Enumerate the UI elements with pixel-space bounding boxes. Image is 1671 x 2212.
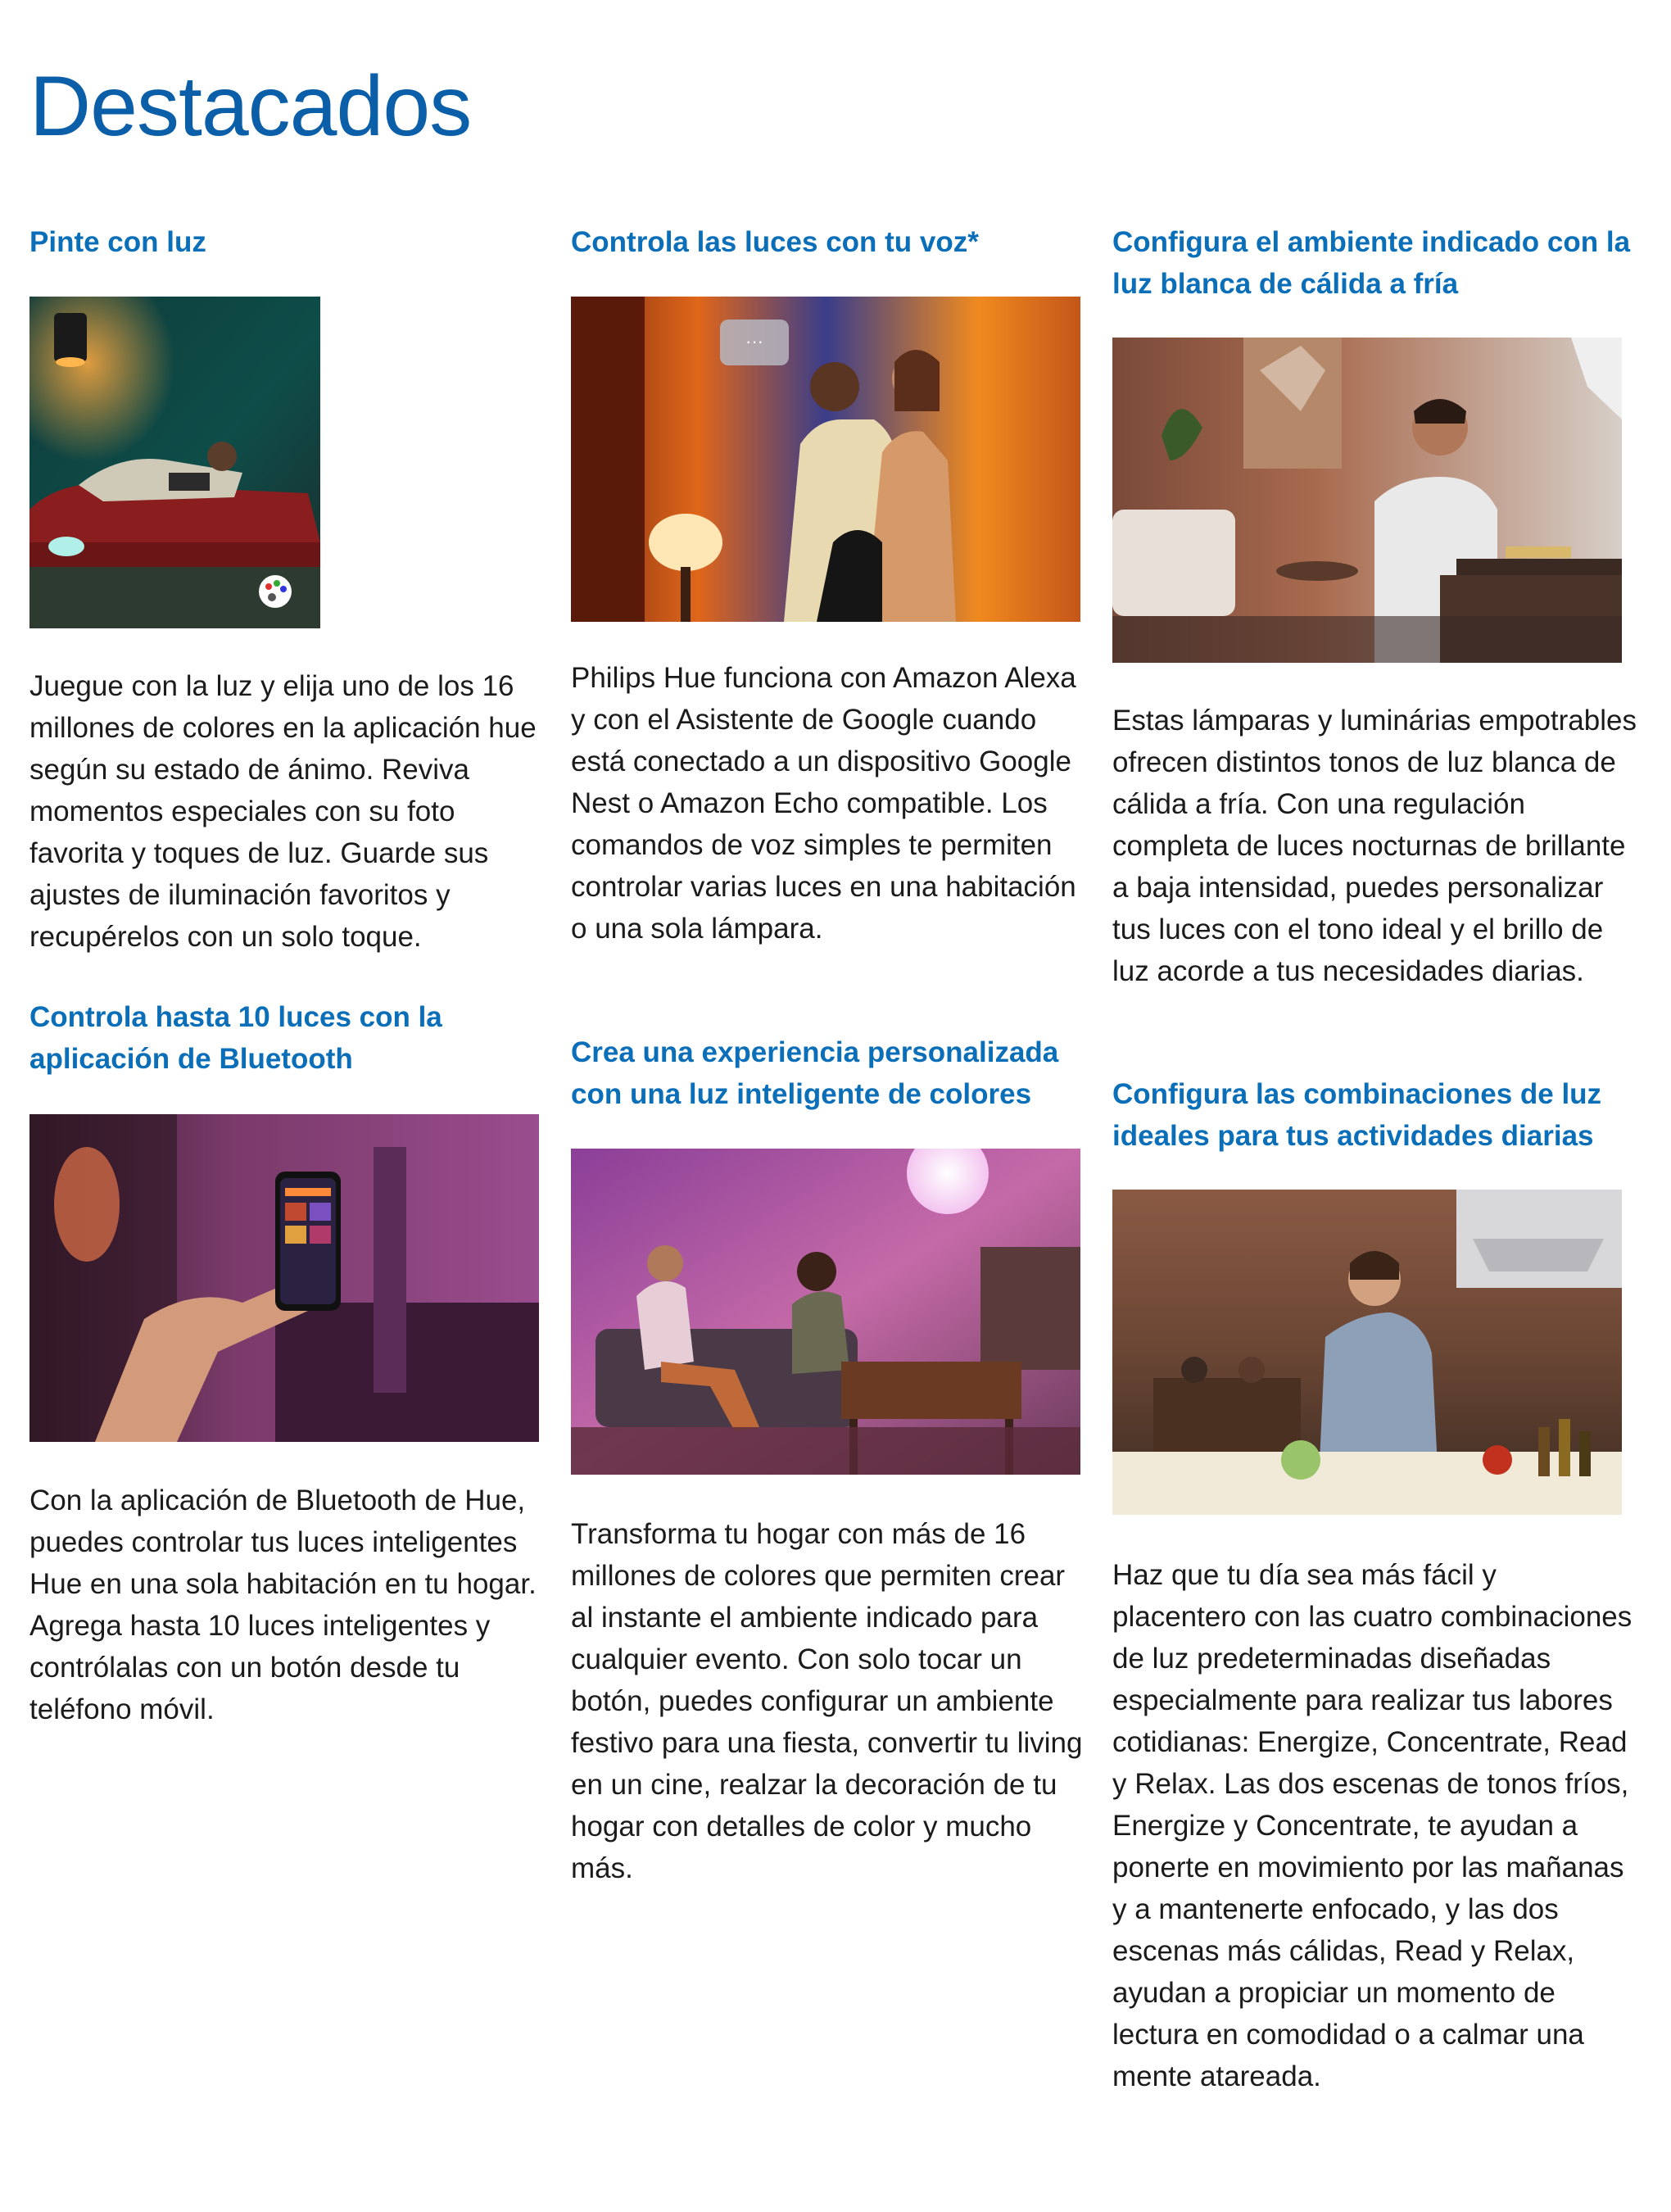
section-title-luz-blanca: Configura el ambiente indicado con la luz blanca de cálida a fría	[1112, 226, 1631, 300]
photo-hand-with-phone	[29, 1114, 539, 1442]
photo-couple-entering	[571, 297, 1080, 622]
speech-bubble-icon: ···	[745, 331, 763, 351]
section-body-luz-blanca: Estas lámparas y luminárias empotrables ofrecen distintos tonos de luz blanca de cálida a fría. Con una regulación completa de luces nocturnas de brillante a baja intensidad, puedes personalizar tus luces con el tono ideal y el brillo de luz acorde a tus necesidades diarias.	[1112, 705, 1637, 987]
section-body-experiencia-colores: Transforma tu hogar con más de 16 millones de colores que permiten crear al instante el ambiente indicado para cualquier evento. Con solo tocar un botón, puedes configurar un ambiente festivo para una fiesta, convertir tu living en un cine, realzar la decoración de tu hogar con detalles de color y mucho más.	[571, 1518, 1083, 1884]
section-body-combinaciones: Haz que tu día sea más fácil y placentero con las cuatro combinaciones de luz predeterminadas diseñadas especialmente para realizar tus labores cotidianas: Energize, Concentrate, Read y Relax. Las dos escenas de tonos fríos, Energize y Concentrate, te ayudan a ponerte en movimiento por las mañanas y a mantenerte enfocado, y las dos escenas más cálidas, Read y Relax, ayudan a propiciar un momento de lectura en comodidad o a calmar una mente atareada.	[1112, 1559, 1633, 2092]
palette-icon	[259, 575, 292, 608]
section-title-voz: Controla las luces con tu voz*	[571, 226, 979, 258]
photo-women-on-sofa	[571, 1149, 1080, 1475]
section-title-experiencia-colores: Crea una experiencia personalizada con una luz inteligente de colores	[571, 1036, 1059, 1110]
section-body-voz: Philips Hue funciona con Amazon Alexa y con el Asistente de Google cuando está conectado a un dispositivo Google Nest o Amazon Echo compatible. Los comandos de voz simples te permiten controlar varias luces en una habitación o una sola lámpara.	[571, 662, 1076, 945]
photo-man-at-table	[1112, 338, 1622, 663]
photo-woman-cooking	[1112, 1190, 1622, 1515]
photo-man-on-sofa	[29, 297, 320, 628]
section-title-bluetooth: Controla hasta 10 luces con la aplicación de Bluetooth	[29, 1001, 442, 1075]
section-title-combinaciones: Configura las combinaciones de luz ideales para tus actividades diarias	[1112, 1078, 1602, 1152]
section-body-pinte-con-luz: Juegue con la luz y elija uno de los 16 millones de colores en la aplicación hue según su estado de ánimo. Reviva momentos especiales con su foto favorita y toques de luz. Guarde sus ajustes de iluminación favoritos y recupérelos con un solo toque.	[29, 670, 537, 953]
section-body-bluetooth: Con la aplicación de Bluetooth de Hue, puedes controlar tus luces inteligentes Hue en una sola habitación en tu hogar. Agrega hasta 10 luces inteligentes y contrólalas con un botón desde tu teléfono móvil.	[29, 1484, 537, 1725]
page-title: Destacados	[29, 59, 472, 154]
section-title-pinte-con-luz: Pinte con luz	[29, 226, 206, 258]
